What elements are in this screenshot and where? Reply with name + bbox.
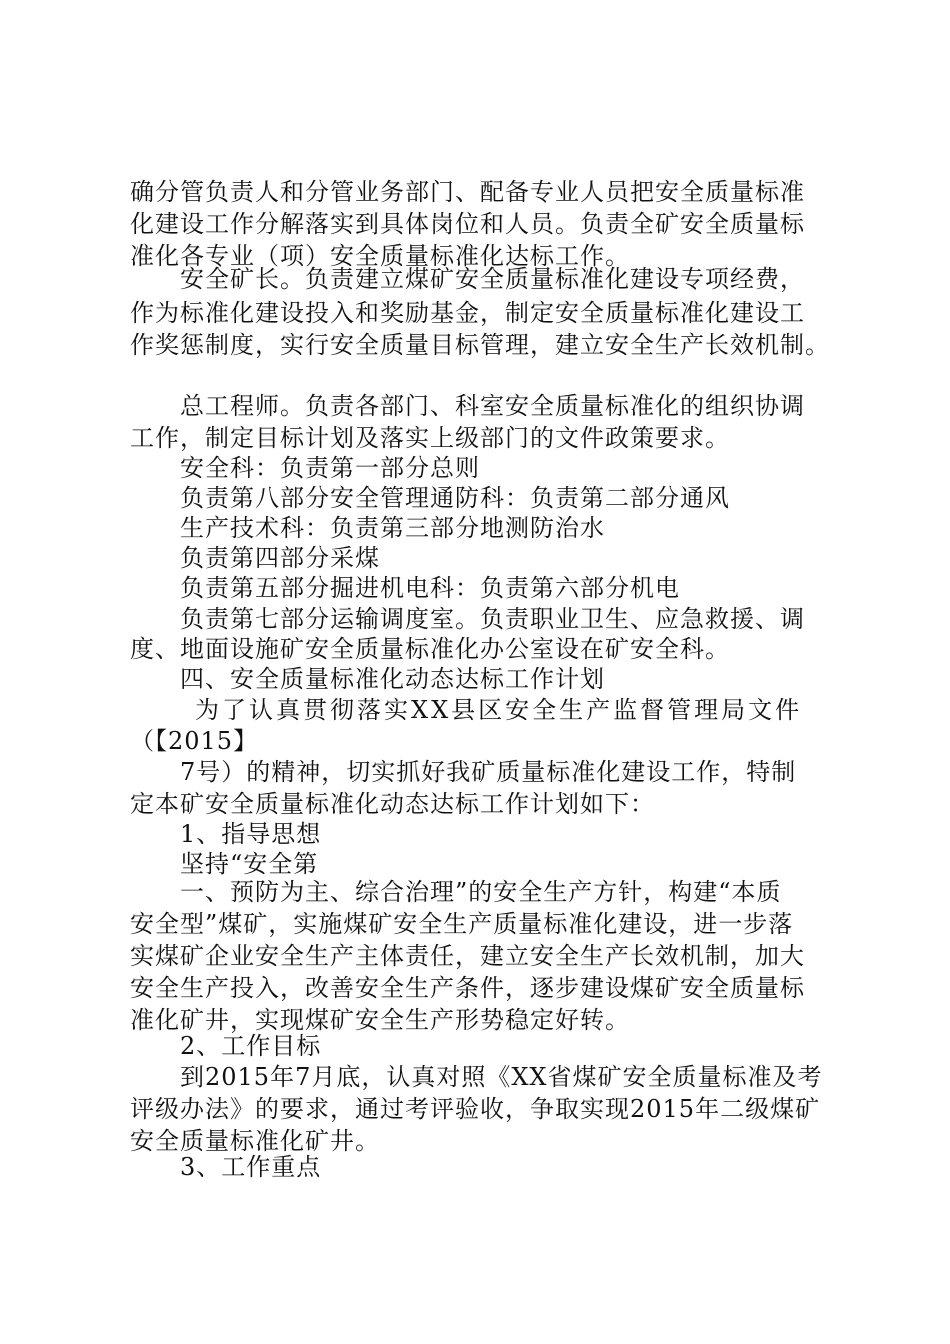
paragraph-line: 负责第七部分运输调度室。负责职业卫生、应急救援、调 — [180, 605, 805, 633]
paragraph-line: 工作，制定目标计划及落实上级部门的文件政策要求。 — [130, 424, 730, 452]
paragraph-line: 度、地面设施矿安全质量标准化办公室设在矿安全科。 — [130, 635, 730, 663]
paragraph-line: 定本矿安全质量标准化动态达标工作计划如下： — [130, 790, 655, 818]
paragraph-line: 坚持“安全第 — [180, 850, 319, 878]
paragraph-line: 实煤矿企业安全生产主体责任，建立安全生产长效机制，加大 — [130, 942, 805, 970]
paragraph-line: 到2015年7月底，认真对照《XX省煤矿安全质量标准及考 — [180, 1063, 823, 1091]
paragraph-line: （【2015】 — [130, 727, 259, 755]
paragraph-line: 7号）的精神，切实抓好我矿质量标准化建设工作，特制 — [180, 758, 797, 786]
paragraph-line: 作为标准化建设投入和奖励基金，制定安全质量标准化建设工 — [130, 299, 805, 327]
section-heading: 2、工作目标 — [180, 1032, 322, 1060]
paragraph-line: 安全科：负责第一部分总则 — [180, 454, 480, 482]
paragraph-line: 准化各专业（项）安全质量标准化达标工作。 — [130, 242, 630, 270]
paragraph-line: 化建设工作分解落实到具体岗位和人员。负责全矿安全质量标 — [130, 210, 805, 238]
paragraph-line: 一、预防为主、综合治理”的安全生产方针，构建“本质 — [180, 878, 782, 906]
section-heading: 3、工作重点 — [180, 1153, 322, 1181]
section-heading: 四、安全质量标准化动态达标工作计划 — [180, 665, 605, 693]
paragraph-line: 负责第四部分采煤 — [180, 544, 380, 572]
paragraph-line: 安全型”煤矿，实施煤矿安全生产质量标准化建设，进一步落 — [130, 910, 794, 938]
paragraph-line: 生产技术科：负责第三部分地测防治水 — [180, 514, 605, 542]
section-heading: 1、指导思想 — [180, 820, 322, 848]
paragraph-line: 确分管负责人和分管业务部门、配备专业人员把安全质量标准 — [130, 178, 805, 206]
paragraph-line: 为了认真贯彻落实XX县区安全生产监督管理局文件 — [195, 696, 803, 724]
paragraph-line: 评级办法》的要求，通过考评验收，争取实现2015年二级煤矿 — [130, 1095, 821, 1123]
paragraph-line: 准化矿井，实现煤矿安全生产形势稳定好转。 — [130, 1006, 630, 1034]
paragraph-line: 安全矿长。负责建立煤矿安全质量标准化建设专项经费， — [180, 265, 805, 293]
paragraph-line: 负责第八部分安全管理通防科：负责第二部分通风 — [180, 484, 730, 512]
paragraph-line: 负责第五部分掘进机电科：负责第六部分机电 — [180, 574, 680, 602]
paragraph-line: 作奖惩制度，实行安全质量目标管理，建立安全生产长效机制。 — [130, 331, 830, 359]
paragraph-line: 总工程师。负责各部门、科室安全质量标准化的组织协调 — [180, 392, 805, 420]
paragraph-line: 安全质量标准化矿井。 — [130, 1127, 380, 1155]
paragraph-line: 安全生产投入，改善安全生产条件，逐步建设煤矿安全质量标 — [130, 974, 805, 1002]
